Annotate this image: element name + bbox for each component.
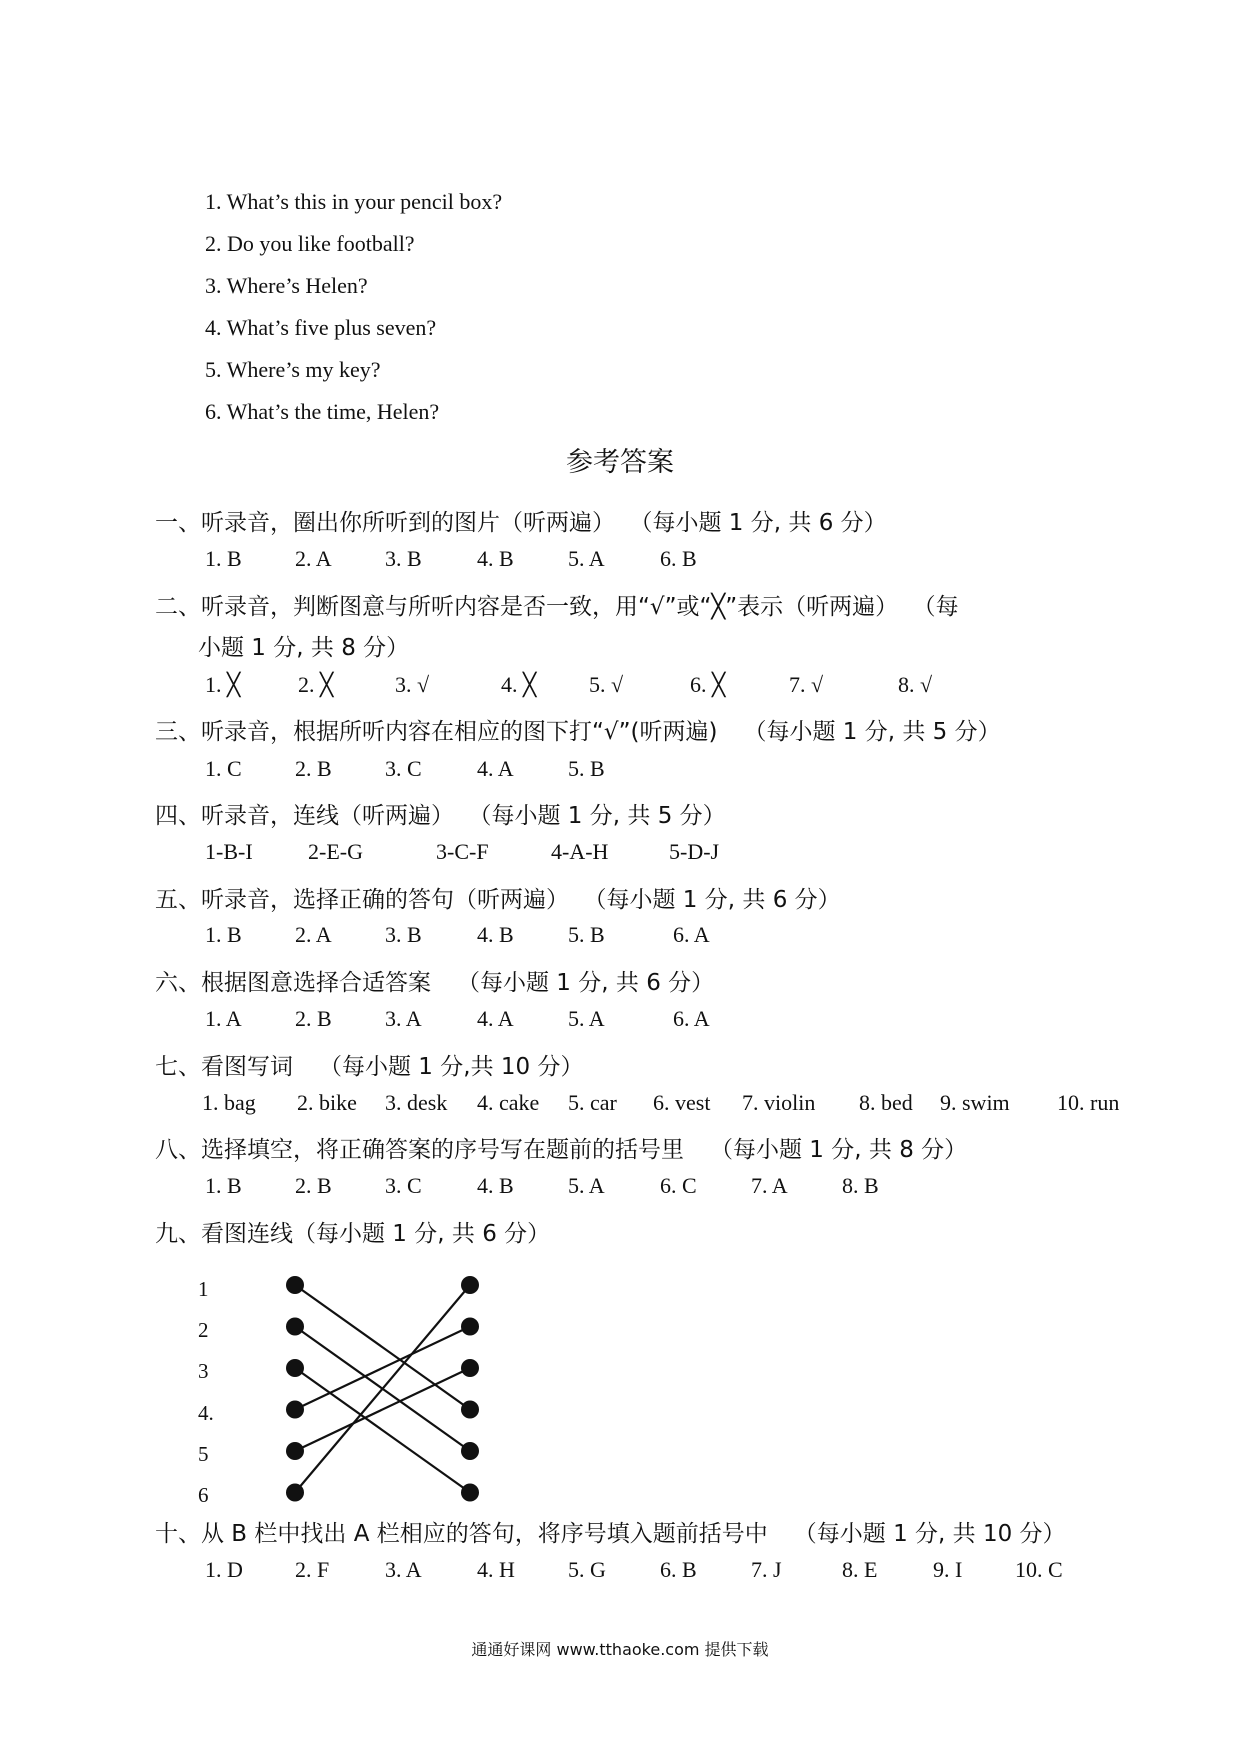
match-line-4 — [295, 1327, 470, 1410]
section-heading-3: 三、听录音，根据所听内容在相应的图下打“√”(听两遍) （每小题 1 分, 共 5 分） — [155, 719, 1001, 745]
answer: 1. B — [205, 546, 242, 571]
answer: 4. ╳ — [501, 672, 537, 697]
answer: 2-E-G — [308, 839, 363, 864]
answer: 4. H — [477, 1557, 515, 1582]
match-line-1 — [295, 1285, 470, 1410]
question-line: 3. Where’s Helen? — [205, 273, 368, 298]
answer: 9. swim — [940, 1090, 1010, 1115]
answer: 7. violin — [742, 1090, 816, 1115]
match-line-3 — [295, 1368, 470, 1493]
question-line: 4. What’s five plus seven? — [205, 315, 437, 340]
match-label: 1 — [198, 1277, 209, 1301]
right-dot-5 — [461, 1442, 479, 1460]
footer-text: 通通好课网 www.tthaoke.com 提供下载 — [471, 1640, 769, 1659]
answer: 7. √ — [789, 672, 824, 697]
answer: 3. B — [385, 922, 422, 947]
answer: 4-A-H — [551, 839, 609, 864]
answer: 2. A — [295, 546, 332, 571]
answer: 5. A — [568, 1006, 605, 1031]
section-heading-9: 九、看图连线（每小题 1 分, 共 6 分） — [155, 1221, 551, 1247]
left-dot-1 — [286, 1276, 304, 1294]
answer: 3. A — [385, 1006, 422, 1031]
section-heading-10: 十、从 B 栏中找出 A 栏相应的答句，将序号填入题前括号中 （每小题 1 分, 共 10 分） — [155, 1521, 1066, 1547]
answer: 5. B — [568, 922, 605, 947]
answer: 5. A — [568, 546, 605, 571]
answer: 7. J — [751, 1557, 782, 1582]
match-label: 2 — [198, 1318, 209, 1342]
answer: 1-B-I — [205, 839, 253, 864]
answer: 6. B — [660, 546, 697, 571]
left-dot-4 — [286, 1401, 304, 1419]
answer: 1. D — [205, 1557, 243, 1582]
answer: 10. C — [1015, 1557, 1063, 1582]
answer: 2. B — [295, 1173, 332, 1198]
answer: 5. G — [568, 1557, 606, 1582]
answer: 1. B — [205, 922, 242, 947]
answer: 9. I — [933, 1557, 963, 1582]
answer: 5. B — [568, 756, 605, 781]
answer: 6. C — [660, 1173, 697, 1198]
match-label: 3 — [198, 1359, 209, 1383]
answer: 6. A — [673, 922, 710, 947]
section-heading-7: 七、看图写词 （每小题 1 分,共 10 分） — [155, 1054, 584, 1080]
right-dot-4 — [461, 1401, 479, 1419]
answer: 1. B — [205, 1173, 242, 1198]
answer: 8. E — [842, 1557, 878, 1582]
answer: 8. B — [842, 1173, 879, 1198]
match-label: 5 — [198, 1442, 209, 1466]
answer: 4. A — [477, 1006, 514, 1031]
answer: 1. C — [205, 756, 242, 781]
answer: 8. bed — [859, 1090, 913, 1115]
answer: 3. √ — [395, 672, 430, 697]
answer: 5-D-J — [669, 839, 720, 864]
question-line: 2. Do you like football? — [205, 231, 415, 256]
answer: 4. B — [477, 922, 514, 947]
answer: 2. ╳ — [298, 672, 334, 697]
answer: 4. B — [477, 546, 514, 571]
answer: 6. ╳ — [690, 672, 726, 697]
right-dot-6 — [461, 1484, 479, 1502]
match-line-5 — [295, 1368, 470, 1451]
answer: 6. A — [673, 1006, 710, 1031]
answer: 2. B — [295, 1006, 332, 1031]
answer: 2. bike — [297, 1090, 357, 1115]
answer: 4. B — [477, 1173, 514, 1198]
answer: 4. cake — [477, 1090, 540, 1115]
answer: 2. B — [295, 756, 332, 781]
answer: 10. run — [1057, 1090, 1120, 1115]
answer: 1. A — [205, 1006, 242, 1031]
section-heading-6: 六、根据图意选择合适答案 （每小题 1 分, 共 6 分） — [155, 970, 715, 996]
answer: 3. C — [385, 756, 422, 781]
match-line-6 — [295, 1285, 470, 1493]
section-heading-5: 五、听录音，选择正确的答句（听两遍） （每小题 1 分, 共 6 分） — [155, 887, 841, 913]
answer: 5. √ — [589, 672, 624, 697]
answer: 8. √ — [898, 672, 933, 697]
section-heading-8: 八、选择填空，将正确答案的序号写在题前的括号里 （每小题 1 分, 共 8 分） — [155, 1137, 968, 1163]
answer: 7. A — [751, 1173, 788, 1198]
left-dot-3 — [286, 1359, 304, 1377]
left-dot-5 — [286, 1442, 304, 1460]
answer: 3-C-F — [436, 839, 489, 864]
answer: 3. B — [385, 546, 422, 571]
section-heading-2: 二、听录音，判断图意与所听内容是否一致，用“√”或“╳”表示（听两遍） （每 — [155, 594, 959, 620]
answer: 4. A — [477, 756, 514, 781]
right-dot-1 — [461, 1276, 479, 1294]
answer: 2. A — [295, 922, 332, 947]
section-heading-1: 一、听录音，圈出你所听到的图片（听两遍） （每小题 1 分, 共 6 分） — [155, 510, 887, 536]
question-line: 1. What’s this in your pencil box? — [205, 189, 503, 214]
answer: 5. car — [568, 1090, 617, 1115]
answer: 3. desk — [385, 1090, 448, 1115]
section-heading-2-continuation: 小题 1 分, 共 8 分） — [198, 635, 410, 661]
answer: 6. B — [660, 1557, 697, 1582]
left-dot-6 — [286, 1484, 304, 1502]
right-dot-2 — [461, 1318, 479, 1336]
matching-diagram — [270, 1270, 510, 1510]
answer: 1. bag — [202, 1090, 256, 1115]
answer: 5. A — [568, 1173, 605, 1198]
left-dot-2 — [286, 1318, 304, 1336]
answer: 6. vest — [653, 1090, 711, 1115]
right-dot-3 — [461, 1359, 479, 1377]
match-label: 6 — [198, 1483, 209, 1507]
question-line: 6. What’s the time, Helen? — [205, 399, 440, 424]
section-heading-4: 四、听录音，连线（听两遍） （每小题 1 分, 共 5 分） — [155, 803, 726, 829]
page-title: 参考答案 — [566, 447, 674, 478]
answer: 1. ╳ — [205, 672, 241, 697]
match-label: 4. — [198, 1401, 214, 1425]
question-line: 5. Where’s my key? — [205, 357, 381, 382]
answer: 3. A — [385, 1557, 422, 1582]
answer: 3. C — [385, 1173, 422, 1198]
answer: 2. F — [295, 1557, 330, 1582]
